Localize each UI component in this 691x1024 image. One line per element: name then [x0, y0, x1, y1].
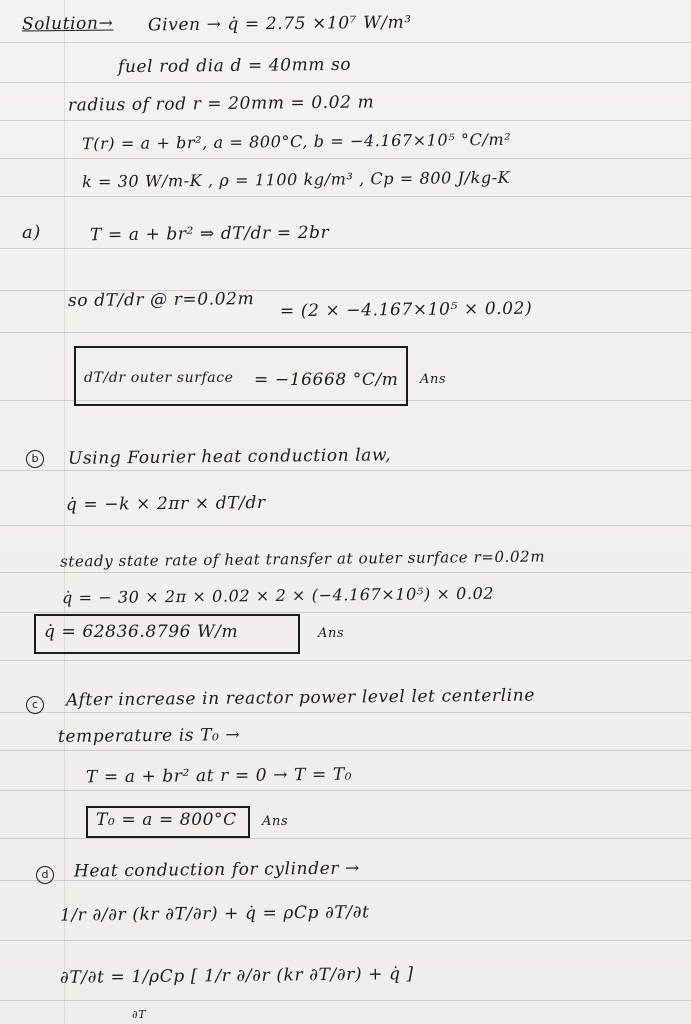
ruled-line: [0, 196, 691, 197]
part-d-intro: Heat conduction for cylinder →: [73, 858, 361, 882]
ruled-line: [0, 1000, 691, 1001]
ruled-line: [0, 712, 691, 713]
part-d-trailing-text: ∂T: [132, 1008, 147, 1021]
ruled-line: [0, 838, 691, 839]
ruled-line: [0, 660, 691, 661]
part-b-fourier-law: q̇ = −k × 2πr × dT/dr: [65, 492, 266, 516]
part-d-label: d: [36, 866, 54, 884]
ruled-line: [0, 82, 691, 83]
ruled-line: [0, 120, 691, 121]
ruled-line: [0, 940, 691, 941]
part-b-calculation: q̇ = − 30 × 2π × 0.02 × 2 × (−4.167×10⁵) × 0.02: [61, 583, 495, 608]
part-a-ans-mark: Ans: [420, 372, 447, 387]
part-a-boxed-lhs: dT/dr outer surface: [84, 370, 234, 386]
part-a-boxed-value: = −16668 °C/m: [254, 370, 399, 390]
part-b-boxed-result: q̇ = 62836.8796 W/m: [44, 622, 239, 642]
part-b-intro: Using Fourier heat conduction law,: [67, 445, 392, 469]
part-b-label: b: [26, 450, 44, 468]
part-c-intro: After increase in reactor power level let centerline: [65, 685, 536, 711]
part-d-transient-equation: ∂T/∂t = 1/ρCp [ 1/r ∂/∂r (kr ∂T/∂r) + q̇ ]: [59, 964, 414, 988]
part-c-boxed-result: T₀ = a = 800°C: [96, 810, 237, 830]
given-line: Given → q̇ = 2.75 ×10⁷ W/m³: [147, 12, 412, 36]
part-a-eval-prefix: so dT/dr @ r=0.02m: [67, 289, 255, 311]
part-c-ans-mark: Ans: [262, 814, 289, 829]
part-a-derivative-eq: T = a + br² ⇒ dT/dr = 2br: [89, 222, 330, 246]
part-d-heat-equation: 1/r ∂/∂r (kr ∂T/∂r) + q̇ = ρCp ∂T/∂t: [59, 902, 370, 926]
properties-line: k = 30 W/m-K , ρ = 1100 kg/m³ , Cp = 800 J/kg-K: [81, 167, 511, 192]
ruled-line: [0, 612, 691, 613]
temperature-profile-line: T(r) = a + br², a = 800°C, b = −4.167×10⁵ °C/m²: [81, 129, 512, 154]
ruled-line: [0, 42, 691, 43]
ruled-line: [0, 750, 691, 751]
page-margin-line: [64, 0, 65, 1024]
part-a-eval-value: = (2 × −4.167×10⁵ × 0.02): [279, 298, 533, 322]
ruled-line: [0, 790, 691, 791]
solution-label: Solution→: [21, 13, 114, 35]
ruled-line: [0, 158, 691, 159]
ruled-line: [0, 572, 691, 573]
part-c-label: c: [26, 696, 44, 714]
ruled-line: [0, 470, 691, 471]
radius-line: radius of rod r = 20mm = 0.02 m: [67, 92, 375, 116]
ruled-line: [0, 332, 691, 333]
part-b-steady-state-text: steady state rate of heat transfer at outer surface r=0.02m: [59, 547, 546, 571]
ruled-line: [0, 248, 691, 249]
part-c-intro-2: temperature is T₀ →: [57, 725, 241, 747]
fuel-rod-line: fuel rod dia d = 40mm so: [117, 54, 352, 78]
part-c-equation: T = a + br² at r = 0 → T = T₀: [85, 764, 353, 788]
ruled-line: [0, 525, 691, 526]
part-b-ans-mark: Ans: [318, 626, 345, 641]
part-a-label: a): [22, 222, 41, 243]
